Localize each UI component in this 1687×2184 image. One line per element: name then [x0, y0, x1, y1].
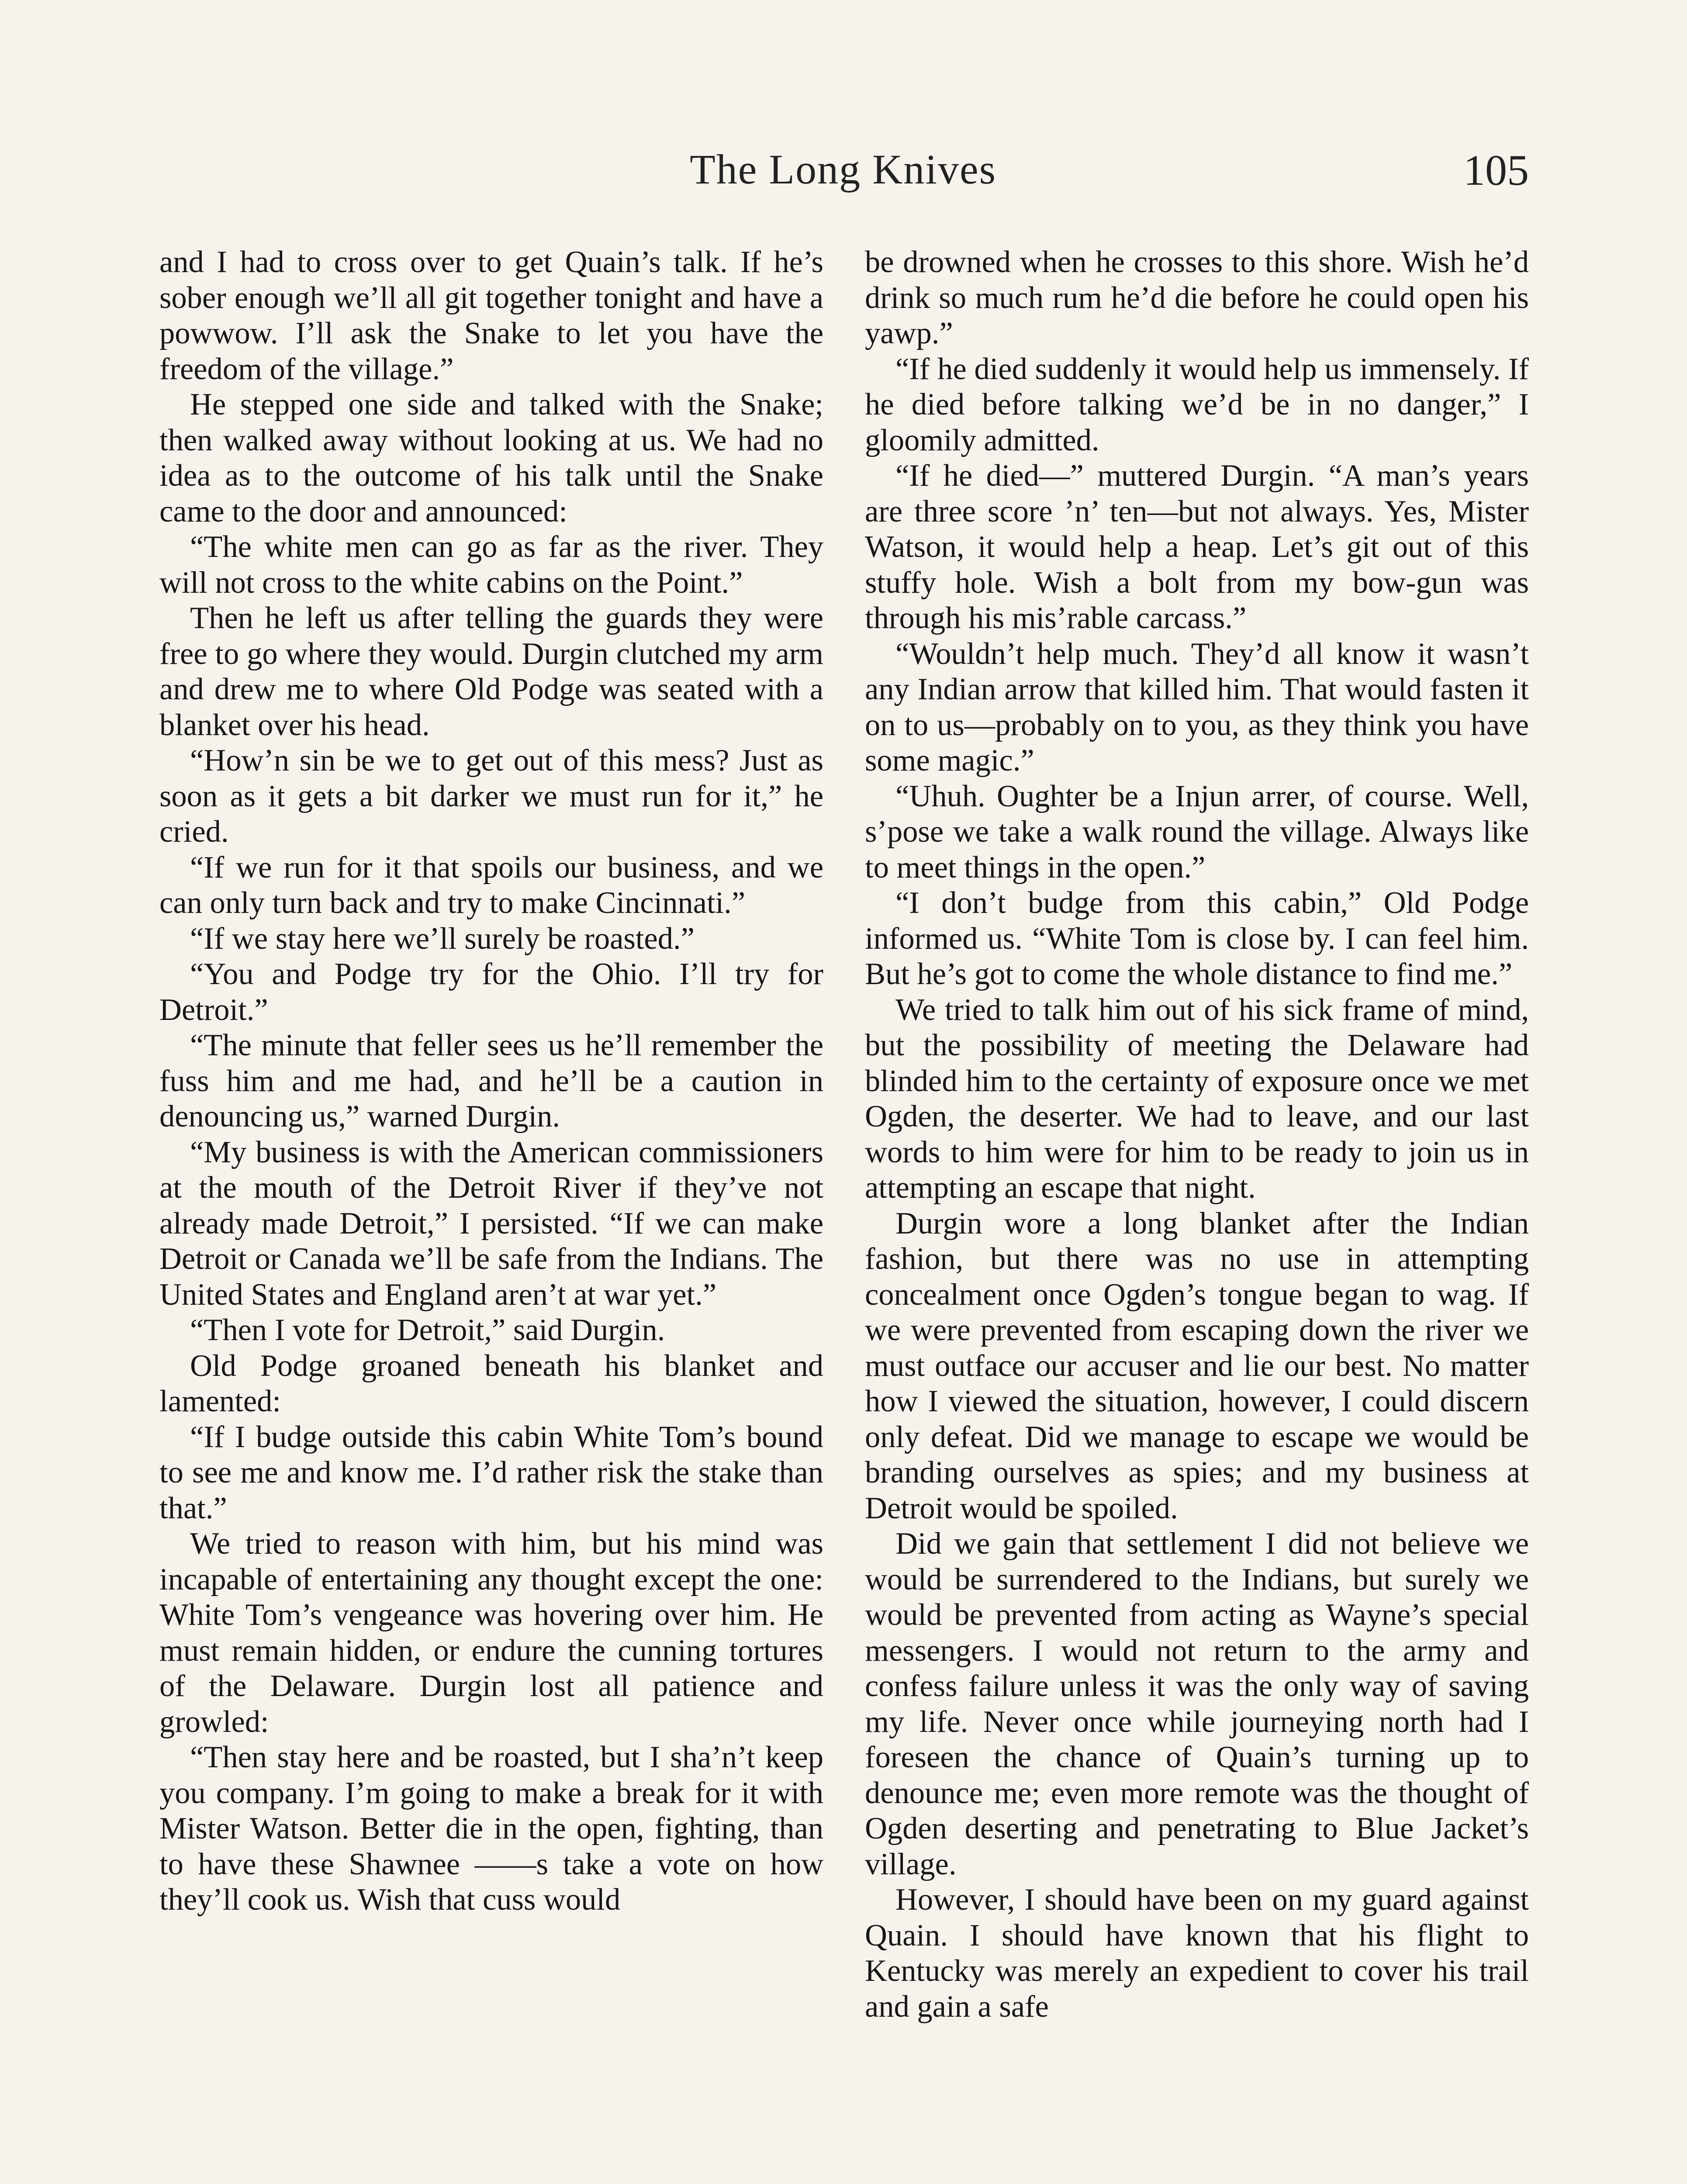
paragraph: Then he left us after telling the guards they were free to go where they would. Durgin clutched my arm and drew me to where Old Podge was seated with a blanket over his head.	[159, 601, 823, 742]
paragraph: “I don’t budge from this cabin,” Old Podge informed us. “White Tom is close by. I can feel him. But he’s got to come the whole distance to find me.”	[865, 886, 1529, 991]
paragraph: and I had to cross over to get Quain’s talk. If he’s sober enough we’ll all git together tonight and have a powwow. I’ll ask the Snake to let you have the freedom of the village.”	[159, 245, 823, 386]
paragraph: He stepped one side and talked with the Snake; then walked away without looking at us. We had no idea as to the outcome of his talk until the Snake came to the door and announced:	[159, 387, 823, 529]
right-column	[865, 245, 1529, 2025]
paragraph: “If we run for it that spoils our business, and we can only turn back and try to make Cincinnati.”	[159, 850, 823, 920]
paragraph: Did we gain that settlement I did not believe we would be surrendered to the Indians, but surely we would be prevented from acting as Wayne’s special messengers. I would not return to the army and confess failure unless it was the only way of saving my life. Never once while journeying north had I foreseen the chance of Quain’s turning up to denounce me; even more remote was the thought of Ogden deserting and penetrating to Blue Jacket’s village.	[865, 1527, 1529, 1881]
page-header	[157, 145, 1529, 211]
paragraph: be drowned when he crosses to this shore. Wish he’d drink so much rum he’d die before he could open his yawp.”	[865, 245, 1529, 350]
paragraph: “You and Podge try for the Ohio. I’ll try for Detroit.”	[159, 957, 823, 1027]
paragraph: “If I budge outside this cabin White Tom’s bound to see me and know me. I’d rather risk the stake than that.”	[159, 1420, 823, 1525]
paragraph: “My business is with the American commissioners at the mouth of the Detroit River if they’ve not already made Detroit,” I persisted. “If we can make Detroit or Canada we’ll be safe from the Indians. The United States and England aren’t at war yet.”	[159, 1135, 823, 1312]
paragraph: We tried to talk him out of his sick frame of mind, but the possibility of meeting the Delaware had blinded him to the certainty of exposure once we met Ogden, the deserter. We had to leave, and our last words to him were for him to be ready to join us in attempting an escape that night.	[865, 992, 1529, 1205]
page-number: 105	[1463, 146, 1529, 194]
paragraph: We tried to reason with him, but his mind was incapable of entertaining any thought except the one: White Tom’s vengeance was hovering over him. He must remain hidden, or endure the cunning tortures of the Delaware. Durgin lost all patience and growled:	[159, 1527, 823, 1739]
paragraph: However, I should have been on my guard against Quain. I should have known that his flight to Kentucky was merely an expedient to cover his trail and gain a safe	[865, 1883, 1529, 2024]
paragraph: “If he died—” muttered Durgin. “A man’s years are three score ’n’ ten—but not always. Yes, Mister Watson, it would help a heap. Let’s git out of this stuffy hole. Wish a bolt from my bow-gun was through his mis’rable carcass.”	[865, 459, 1529, 635]
paragraph: “Wouldn’t help much. They’d all know it wasn’t any Indian arrow that killed him. That would fasten it on to us—probably on to you, as they think you have some magic.”	[865, 636, 1529, 778]
left-column	[159, 245, 823, 1918]
paragraph: “Uhuh. Oughter be a Injun arrer, of course. Well, s’pose we take a walk round the village. Always like to meet things in the open.”	[865, 779, 1529, 885]
paragraph: “The minute that feller sees us he’ll remember the fuss him and me had, and he’ll be a caution in denouncing us,” warned Durgin.	[159, 1028, 823, 1133]
paragraph: “Then I vote for Detroit,” said Durgin.	[190, 1313, 665, 1347]
running-title: The Long Knives	[690, 146, 996, 193]
paragraph: “The white men can go as far as the river. They will not cross to the white cabins on the Point.”	[159, 530, 823, 600]
paragraph: “How’n sin be we to get out of this mess? Just as soon as it gets a bit darker we must run for it,” he cried.	[159, 743, 823, 849]
paragraph: “If he died suddenly it would help us immensely. If he died before talking we’d be in no danger,” I gloomily admitted.	[865, 352, 1529, 457]
paragraph: “If we stay here we’ll surely be roasted.”	[190, 921, 695, 956]
paragraph: “Then stay here and be roasted, but I sha’n’t keep you company. I’m going to make a break for it with Mister Watson. Better die in the open, fighting, than to have these Shawnee ——s take a vote on how they’ll cook us. Wish that cuss would	[159, 1740, 823, 1917]
paragraph: Durgin wore a long blanket after the Indian fashion, but there was no use in attempting concealment once Ogden’s tongue began to wag. If we were prevented from escaping down the river we must outface our accuser and lie our best. No matter how I viewed the situation, however, I could discern only defeat. Did we manage to escape we would be branding ourselves as spies; and my business at Detroit would be spoiled.	[865, 1206, 1529, 1525]
paragraph: Old Podge groaned beneath his blanket and lamented:	[159, 1348, 823, 1418]
